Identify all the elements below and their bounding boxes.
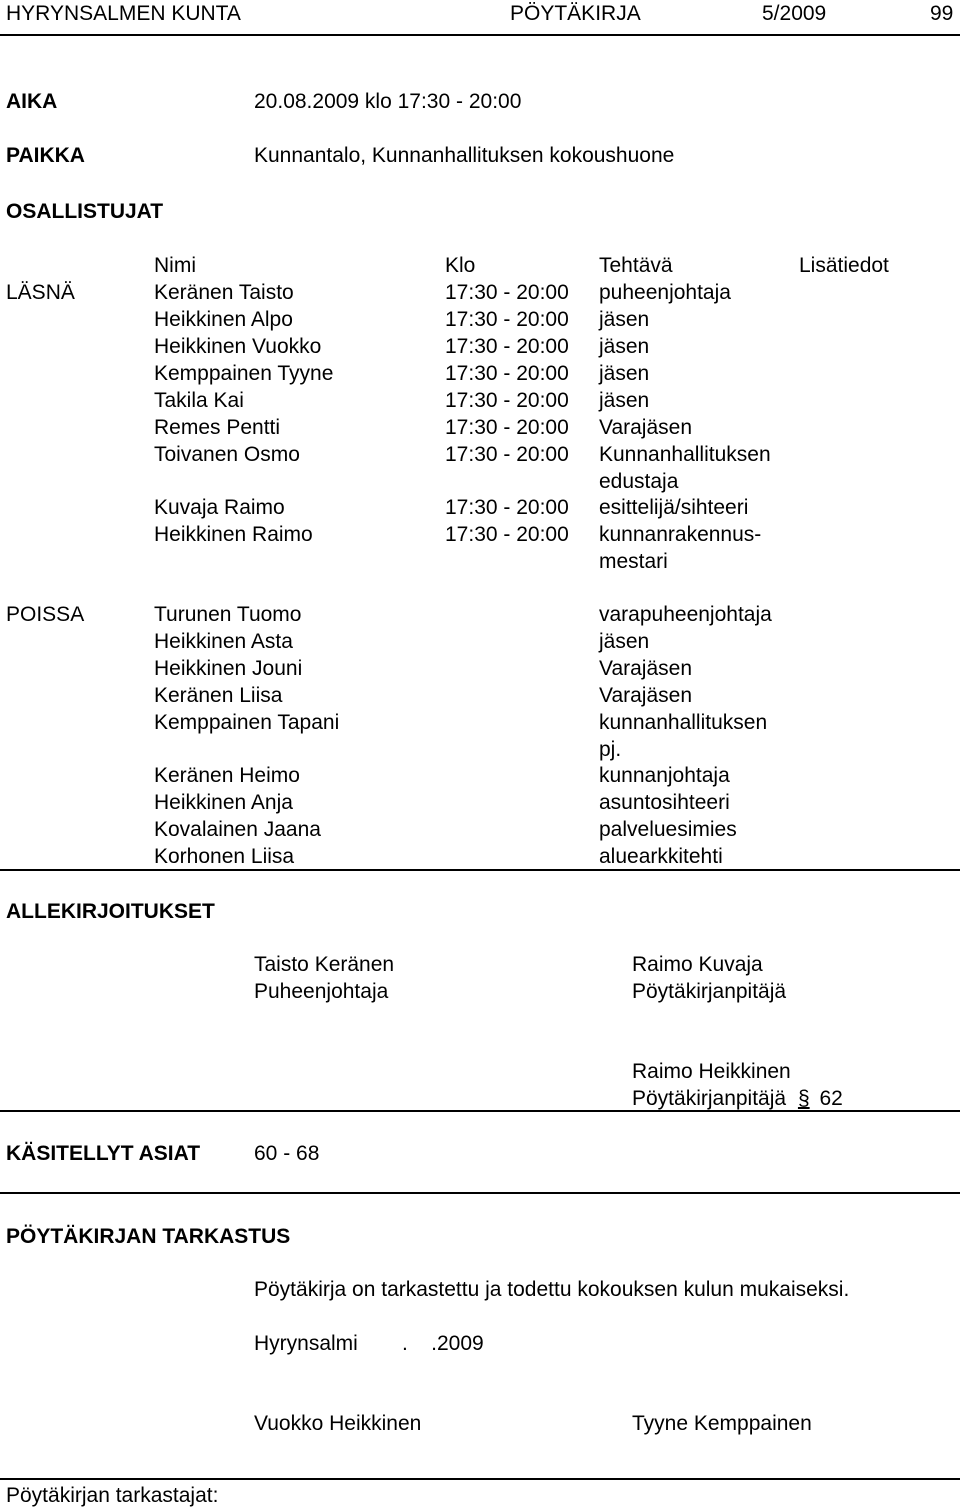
tarkastus-label: PÖYTÄKIRJAN TARKASTUS [6, 1225, 291, 1248]
signer-3-section: 62 [819, 1087, 843, 1110]
participant-role: jäsen [599, 362, 650, 385]
absent-name: Kovalainen Jaana [154, 818, 321, 841]
participant-time: 17:30 - 20:00 [445, 523, 569, 546]
participant-time: 17:30 - 20:00 [445, 416, 569, 439]
column-header-nimi: Nimi [154, 254, 196, 277]
absent-name: Heikkinen Jouni [154, 657, 303, 680]
participant-time: 17:30 - 20:00 [445, 389, 569, 412]
tarkastajat-label: Pöytäkirjan tarkastajat: [6, 1484, 219, 1507]
section-divider [0, 869, 960, 871]
header-divider [0, 34, 960, 36]
participant-name: Kemppainen Tyyne [154, 362, 334, 385]
column-header-klo: Klo [445, 254, 476, 277]
aika-value: 20.08.2009 klo 17:30 - 20:00 [254, 90, 522, 113]
kasitellyt-label: KÄSITELLYT ASIAT [6, 1142, 201, 1165]
absent-role: asuntosihteeri [599, 791, 730, 814]
column-header-tehtava: Tehtävä [599, 254, 673, 277]
absent-role-continued: pj. [599, 738, 622, 761]
table-row [0, 281, 960, 308]
municipality-name: HYRYNSALMEN KUNTA [6, 2, 241, 25]
participant-name: Remes Pentti [154, 416, 281, 439]
absent-role: varapuheenjohtaja [599, 603, 772, 626]
participant-name: Kuvaja Raimo [154, 496, 285, 519]
poissa-label: POISSA [6, 603, 85, 626]
participant-time: 17:30 - 20:00 [445, 443, 569, 466]
document-type: PÖYTÄKIRJA [510, 2, 641, 25]
absent-name: Kemppainen Tapani [154, 711, 340, 734]
participant-time: 17:30 - 20:00 [445, 281, 569, 304]
absent-name: Turunen Tuomo [154, 603, 302, 626]
page-number: 99 [930, 2, 954, 25]
tarkastus-date: . .2009 [402, 1332, 484, 1355]
table-row [0, 845, 960, 872]
column-header-lisatiedot: Lisätiedot [799, 254, 889, 277]
checker-2-name: Tyyne Kemppainen [632, 1412, 812, 1435]
participant-role-continued: edustaja [599, 470, 679, 493]
participant-name: Heikkinen Alpo [154, 308, 293, 331]
tarkastus-text: Pöytäkirja on tarkastettu ja todettu kokouksen kulun mukaiseksi. [254, 1278, 850, 1301]
lasna-label: LÄSNÄ [6, 281, 75, 304]
kasitellyt-value: 60 - 68 [254, 1142, 320, 1165]
absent-name: Heikkinen Asta [154, 630, 293, 653]
absent-role: kunnanhallituksen [599, 711, 768, 734]
signer-1-role: Puheenjohtaja [254, 980, 389, 1003]
participant-time: 17:30 - 20:00 [445, 308, 569, 331]
document-number: 5/2009 [762, 2, 827, 25]
table-row [0, 711, 960, 765]
paikka-value: Kunnantalo, Kunnanhallituksen kokoushuone [254, 144, 675, 167]
absent-name: Keränen Liisa [154, 684, 283, 707]
osallistujat-label: OSALLISTUJAT [6, 200, 164, 223]
table-row [0, 764, 960, 791]
participant-name: Heikkinen Raimo [154, 523, 313, 546]
signer-2-name: Raimo Kuvaja [632, 953, 763, 976]
section-divider [0, 1110, 960, 1112]
participant-role: Varajäsen [599, 416, 693, 439]
absent-role: Varajäsen [599, 657, 693, 680]
absent-role: kunnanjohtaja [599, 764, 730, 787]
absent-role: Varajäsen [599, 684, 693, 707]
absent-name: Heikkinen Anja [154, 791, 293, 814]
checker-1-name: Vuokko Heikkinen [254, 1412, 422, 1435]
table-row [0, 630, 960, 657]
participant-role-continued: mestari [599, 550, 668, 573]
participant-time: 17:30 - 20:00 [445, 362, 569, 385]
footer-divider [0, 1478, 960, 1480]
table-row [0, 443, 960, 497]
table-row [0, 496, 960, 523]
table-row [0, 335, 960, 362]
participant-role: jäsen [599, 335, 650, 358]
table-row [0, 818, 960, 845]
signer-3-role: Pöytäkirjanpitäjä [632, 1087, 787, 1110]
table-row [0, 684, 960, 711]
signer-3-role-line [632, 1087, 843, 1111]
aika-label: AIKA [6, 90, 58, 113]
participant-name: Heikkinen Vuokko [154, 335, 322, 358]
allekirjoitukset-label: ALLEKIRJOITUKSET [6, 900, 215, 923]
table-row [0, 603, 960, 630]
participant-name: Toivanen Osmo [154, 443, 300, 466]
participant-role: kunnanrakennus- [599, 523, 762, 546]
absent-role: palveluesimies [599, 818, 737, 841]
table-row [0, 416, 960, 443]
absent-role: aluearkkitehti [599, 845, 723, 868]
table-row [0, 389, 960, 416]
absent-role: jäsen [599, 630, 650, 653]
section-symbol: § [797, 1087, 810, 1110]
participant-role: Kunnanhallituksen [599, 443, 771, 466]
tarkastus-place: Hyrynsalmi [254, 1332, 358, 1355]
section-divider [0, 1192, 960, 1194]
table-row [0, 362, 960, 389]
participant-time: 17:30 - 20:00 [445, 496, 569, 519]
participant-name: Keränen Taisto [154, 281, 294, 304]
signer-1-name: Taisto Keränen [254, 953, 395, 976]
participant-time: 17:30 - 20:00 [445, 335, 569, 358]
absent-name: Korhonen Liisa [154, 845, 295, 868]
paikka-label: PAIKKA [6, 144, 85, 167]
table-row [0, 791, 960, 818]
signer-2-role: Pöytäkirjanpitäjä [632, 980, 787, 1003]
signer-3-name: Raimo Heikkinen [632, 1060, 791, 1083]
table-row [0, 523, 960, 577]
participant-role: jäsen [599, 308, 650, 331]
table-row [0, 308, 960, 335]
participant-role: puheenjohtaja [599, 281, 731, 304]
participant-name: Takila Kai [154, 389, 244, 412]
table-row [0, 657, 960, 684]
participant-role: jäsen [599, 389, 650, 412]
participant-role: esittelijä/sihteeri [599, 496, 749, 519]
absent-name: Keränen Heimo [154, 764, 300, 787]
